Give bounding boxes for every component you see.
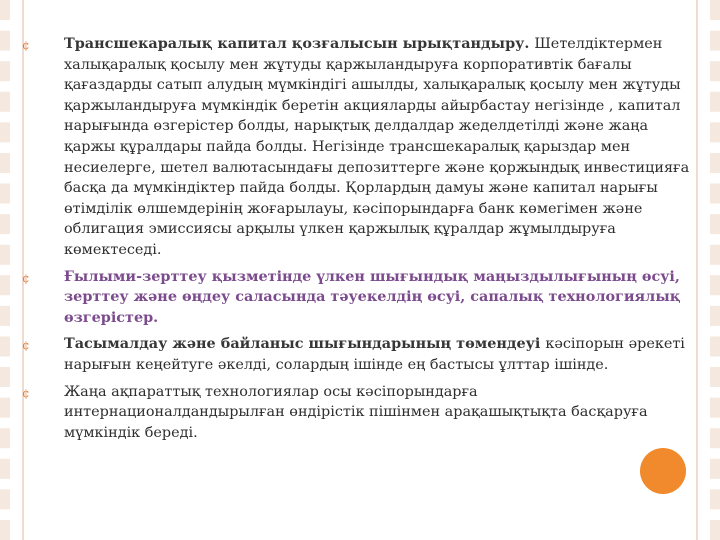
frame-right-edge (696, 0, 698, 540)
bullet-marker-icon: ¢ (22, 38, 30, 52)
bullet-marker-icon: ¢ (22, 385, 30, 400)
bullet-item-4 (22, 382, 690, 444)
bullet-item-3 (22, 334, 690, 375)
bullet-1-lead: Трансшекаралық капитал қозғалысын ырықтандыру. (64, 35, 535, 52)
bullet-marker-icon: ¢ (22, 270, 30, 285)
slide-content (22, 34, 690, 449)
bullet-item-2 (22, 267, 690, 329)
bullet-marker-icon: ¢ (22, 338, 30, 353)
bullet-1-body: Шетелдіктермен халықаралық қосылу мен жұтуды қаржыландыруға корпоративтік бағалы қағаздарды сатып алудың мүмкіндігі ашылды, халықаралық қосылу мен жұтуды қаржыландыруға мүмкіндік беретін акцияларды айырбастау негізінде , капитал нарығында өзгерістер болды, нарықтық делдалдар жеделдетілді және жаңа қаржы құралдары пайда болды. Негізінде трансшекаралық қарыздар мен несиелерге, шетел валютасындағы депозиттерге және қоржындық инвестицияға басқа да мүмкіндіктер пайда болды. Қорлардың дамуы және капитал нарығы өтімділік өлшемдерінің жоғарылауы, кәсіпорындарға банк көмегімен және облигация эмиссиясы арқылы үлкен қаржылық құралдар жұмылдыруға көмектеседі. (64, 36, 690, 258)
bullet-item-1 (22, 34, 690, 261)
bullet-3-lead: Тасымалдау және байланыс шығындарының төмендеуі (64, 335, 546, 353)
bullet-2-lead: Ғылыми-зерттеу қызметінде үлкен шығындық маңыздылығының өсуі, зерттеу және өңдеу саласында тәуекелдің өсуі, сапалық технологиялық өзгерістер. (64, 267, 681, 326)
decorative-orange-circle (640, 448, 686, 494)
bullet-3-body: кәсіпорын әрекеті нарығын кеңейтуге әкелді, солардың ішінде ең бастысы ұлттар ішінде. (64, 336, 685, 373)
bullet-4-body: Жаңа ақпараттық технологиялар осы кәсіпорындарға интернационалдандырылған өндірістік пішінмен арақашықтықта басқаруға мүмкіндік береді. (64, 383, 648, 441)
